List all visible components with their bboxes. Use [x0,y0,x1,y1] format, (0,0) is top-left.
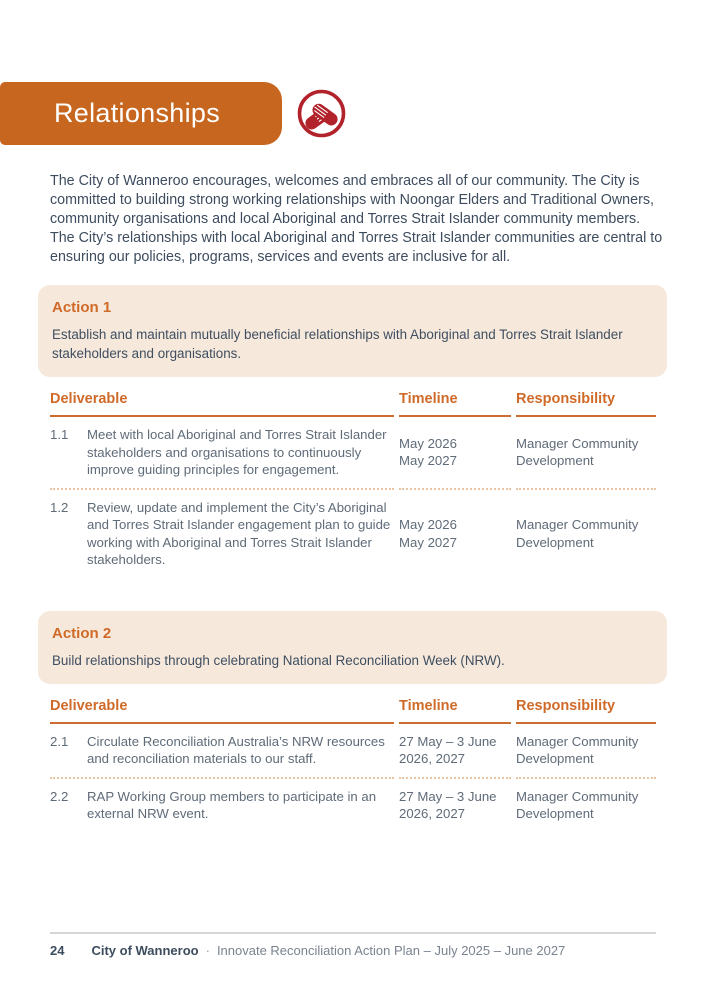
clasped-hands-icon [296,88,347,139]
deliverable-cell: RAP Working Group members to participate in an external NRW event. [87,788,377,821]
action-box-1 [38,285,667,377]
footer-separator-dot: · [205,943,210,958]
action-heading: Action 1 [52,299,112,316]
main-content [0,285,705,832]
row-number: 1.2 [50,499,69,515]
table-row [50,490,656,578]
timeline-line: 2026, 2027 [399,806,466,821]
column-header-deliverable: Deliverable [50,391,394,417]
intro-paragraph: The City of Wanneroo encourages, welcomes and embraces all of our community. The City is committed to building strong working relationships with Noongar Elders and Traditional Owners, community organisations and local Aboriginal and Torres Strait Islander community members. The City’s relationships with local Aboriginal and Torres Strait Islander communities are central to ensuring our policies, programs, services and events are inclusive for all. [50,173,663,265]
page-footer [50,932,656,958]
responsibility-cell: Manager Community Development [516,788,639,821]
row-number: 2.1 [50,733,69,749]
section-title-band [0,82,282,145]
column-header-responsibility: Responsibility [516,698,656,724]
timeline-line: May 2027 [399,453,457,469]
timeline-line: 2026, 2027 [399,751,466,766]
deliverable-cell: Circulate Reconciliation Australia’s NRW resources and reconciliation materials to our staff. [87,733,385,766]
table-header-row [50,391,656,417]
column-header-deliverable: Deliverable [50,698,394,724]
timeline-line: May 2026 [399,435,457,451]
timeline-line: May 2026 [399,517,457,532]
timeline-cell [399,733,511,768]
page-title: Relationships [54,98,220,128]
row-separator [50,488,656,490]
row-number: 1.1 [50,427,69,442]
deliverables-table-2 [50,698,656,832]
column-header-responsibility: Responsibility [516,391,656,417]
responsibility-cell: Manager Community Development [516,733,639,766]
column-header-timeline: Timeline [399,391,511,417]
column-header-timeline: Timeline [399,698,511,724]
timeline-line: 27 May – 3 June [399,733,497,749]
timeline-cell [399,788,511,823]
page-number: 24 [50,943,65,958]
responsibility-cell: Manager Community Development [516,517,639,550]
table-header-row [50,698,656,724]
row-separator [50,777,656,779]
table-row [50,724,656,777]
action-heading: Action 2 [52,624,112,642]
action-description: Establish and maintain mutually beneficial relationships with Aboriginal and Torres Strait Islander stakeholders and organisations. [52,327,623,361]
row-number: 2.2 [50,788,69,804]
timeline-line: May 2027 [399,534,457,550]
action-box-2 [38,611,667,684]
timeline-cell [399,435,511,470]
timeline-cell [399,516,511,551]
table-row [50,779,656,832]
deliverables-table-1 [50,391,656,578]
footer-doc-title: Innovate Reconciliation Action Plan – July 2025 – June 2027 [216,943,566,958]
footer-org: City of Wanneroo [91,943,199,958]
table-row [50,417,656,488]
action-description: Build relationships through celebrating National Reconciliation Week (NRW). [52,652,505,668]
deliverable-cell: Review, update and implement the City’s Aboriginal and Torres Strait Islander engagement plan to guide working with Aboriginal and Torres Strait Islander stakeholders. [87,499,391,567]
deliverable-cell: Meet with local Aboriginal and Torres Strait Islander stakeholders and organisations to continuously improve guiding principles for engagement. [87,427,387,477]
timeline-line: 27 May – 3 June [399,788,497,804]
responsibility-cell: Manager Community Development [516,435,639,469]
